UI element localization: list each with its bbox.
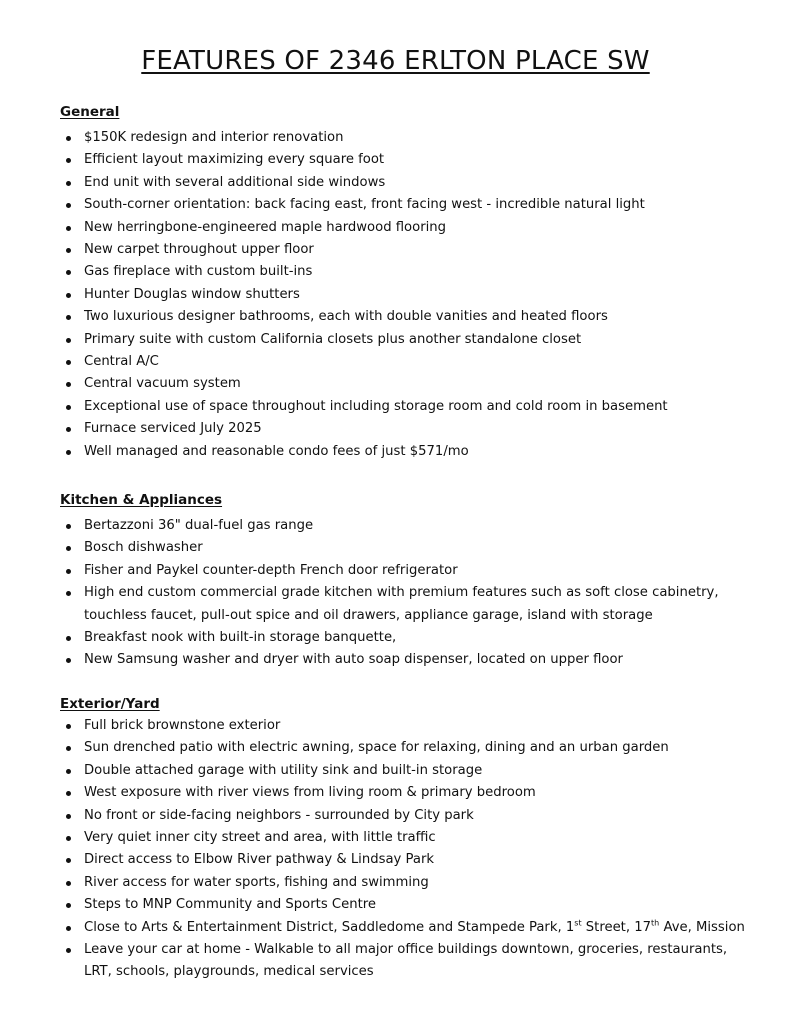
bullet-icon [66,926,71,931]
list-item: New herringbone-engineered maple hardwood flooring [60,217,750,239]
section-kitchen [60,489,750,672]
list-item: New carpet throughout upper floor [60,239,750,261]
list-item: Two luxurious designer bathrooms, each with double vanities and heated floors [60,306,750,328]
bullet-icon [66,881,71,886]
bullet-icon [66,791,71,796]
list-item: Very quiet inner city street and area, with little traffic [60,827,750,849]
section-general [60,101,750,463]
list-item: Exceptional use of space throughout including storage room and cold room in basement [60,396,750,418]
bullet-icon [66,360,71,365]
general-list [60,127,750,463]
list-item: Leave your car at home - Walkable to all major office buildings downtown, groceries, restaurants, LRT, schools, playgrounds, medical services [60,939,750,984]
list-item: Efficient layout maximizing every square foot [60,149,750,171]
list-item: Bosch dishwasher [60,537,750,559]
list-item: West exposure with river views from living room & primary bedroom [60,782,750,804]
list-item: Bertazzoni 36" dual-fuel gas range [60,515,750,537]
bullet-icon [66,315,71,320]
bullet-icon [66,724,71,729]
list-item: Direct access to Elbow River pathway & Lindsay Park [60,849,750,871]
bullet-icon [66,338,71,343]
bullet-icon [66,948,71,953]
section-exterior [60,693,750,984]
list-item: Sun drenched patio with electric awning, space for relaxing, dining and an urban garden [60,737,750,759]
section-heading-kitchen: Kitchen & Appliances [60,492,223,508]
list-item: Gas fireplace with custom built-ins [60,261,750,283]
list-item: High end custom commercial grade kitchen with premium features such as soft close cabinetry, touchless faucet, pull-out spice and oil drawers, appliance garage, island with storage [60,582,750,627]
list-item: South-corner orientation: back facing east, front facing west - incredible natural light [60,194,750,216]
list-item: Central A/C [60,351,750,373]
bullet-icon [66,203,71,208]
list-item: River access for water sports, fishing and swimming [60,872,750,894]
bullet-icon [66,450,71,455]
bullet-icon [66,248,71,253]
list-item: Close to Arts & Entertainment District, Saddledome and Stampede Park, 1st Street, 17th Ave, Mission [60,917,750,939]
list-item: Furnace serviced July 2025 [60,418,750,440]
section-heading-general: General [60,104,120,120]
list-item: Hunter Douglas window shutters [60,284,750,306]
list-item: Double attached garage with utility sink and built-in storage [60,760,750,782]
kitchen-list [60,515,750,672]
page-title: FEATURES OF 2346 ERLTON PLACE SW [141,46,650,76]
bullet-icon [66,427,71,432]
bullet-icon [66,814,71,819]
bullet-icon [66,546,71,551]
section-heading-exterior: Exterior/Yard [60,696,160,712]
list-item: Full brick brownstone exterior [60,715,750,737]
list-item: Well managed and reasonable condo fees of just $571/mo [60,441,750,463]
bullet-icon [66,405,71,410]
list-item: $150K redesign and interior renovation [60,127,750,149]
list-item: End unit with several additional side windows [60,172,750,194]
bullet-icon [66,270,71,275]
list-item: Central vacuum system [60,373,750,395]
list-item: Primary suite with custom California closets plus another standalone closet [60,329,750,351]
list-item: New Samsung washer and dryer with auto soap dispenser, located on upper floor [60,649,750,671]
bullet-icon [66,158,71,163]
bullet-icon [66,858,71,863]
bullet-icon [66,382,71,387]
bullet-icon [66,746,71,751]
bullet-icon [66,136,71,141]
bullet-icon [66,181,71,186]
list-item: Steps to MNP Community and Sports Centre [60,894,750,916]
list-item: No front or side-facing neighbors - surrounded by City park [60,805,750,827]
list-item: Fisher and Paykel counter-depth French door refrigerator [60,560,750,582]
bullet-icon [66,591,71,596]
bullet-icon [66,836,71,841]
bullet-icon [66,569,71,574]
bullet-icon [66,226,71,231]
bullet-icon [66,903,71,908]
bullet-icon [66,293,71,298]
bullet-icon [66,636,71,641]
exterior-list [60,715,750,984]
list-item: Breakfast nook with built-in storage banquette, [60,627,750,649]
bullet-icon [66,658,71,663]
bullet-icon [66,769,71,774]
bullet-icon [66,524,71,529]
